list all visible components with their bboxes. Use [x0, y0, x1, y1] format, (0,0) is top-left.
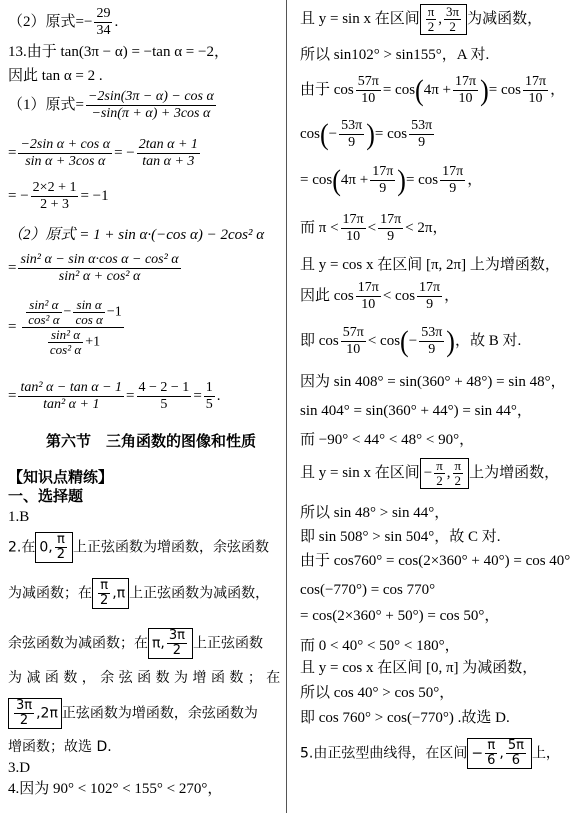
numerator: sin² α — [29, 297, 59, 312]
numerator: −2sin α + cos α — [20, 137, 111, 152]
fraction — [94, 6, 112, 39]
fraction — [506, 739, 526, 768]
text: − — [471, 745, 484, 762]
numerator: sin² α — [50, 327, 81, 342]
r-line-18: = cos(2×360° + 50°) = cos 50°， — [300, 608, 500, 624]
fraction — [26, 298, 61, 327]
fraction — [453, 459, 464, 488]
section-title: 第六节 三角函数的图像和性质 — [46, 432, 257, 450]
text: < 2π， — [405, 219, 448, 236]
numerator: 17π — [372, 164, 394, 179]
text: 因此 cos — [300, 287, 354, 304]
part-2-result — [8, 380, 221, 413]
numerator: 4 − 2 − 1 — [138, 380, 190, 395]
fraction — [485, 739, 497, 768]
text: = — [8, 387, 17, 404]
denominator: 9 — [378, 228, 403, 245]
fraction — [137, 137, 200, 170]
text: = − — [114, 144, 135, 161]
r-line-10: 因为 sin 408° = sin(360° + 48°) = sin 48°， — [300, 374, 566, 390]
denominator: 2 — [453, 473, 464, 488]
text: 由于 cos — [300, 81, 354, 98]
numerator: sin² α − sin α·cos α − cos² α — [20, 252, 179, 267]
r-line-15: 即 sin 508° > sin 504°，故 C 对. — [300, 529, 501, 545]
r-line-2: 所以 sin102° > sin155°，A 对. — [300, 47, 490, 63]
denominator: 2 — [444, 19, 461, 34]
paren-left: ( — [320, 117, 329, 151]
r-line-13 — [300, 458, 559, 489]
denominator: 2 — [167, 643, 187, 658]
paren-left: ( — [400, 324, 409, 358]
text: 5.由正弦型曲线得，在区间 — [300, 745, 468, 762]
text: = − — [8, 187, 29, 204]
denominator: 10 — [341, 228, 366, 245]
compound-numerator — [22, 298, 124, 327]
part-1-result — [8, 180, 109, 213]
answer-2-line-2 — [8, 578, 269, 609]
text: 且 y = sin x 在区间 — [300, 10, 420, 27]
fraction — [167, 629, 187, 658]
text: 即 cos — [300, 332, 339, 349]
text: . — [216, 387, 221, 404]
text: ， — [550, 81, 566, 98]
paren-left: ( — [332, 163, 341, 197]
text: 上， — [531, 745, 560, 762]
knowledge-heading: 【知识点精练】 — [8, 468, 114, 486]
numerator: 3π — [168, 628, 185, 643]
denominator: 9 — [339, 134, 364, 151]
r-line-5 — [300, 164, 482, 197]
text: = — [193, 387, 202, 404]
fraction — [426, 5, 437, 34]
fraction — [419, 325, 444, 358]
numerator: π — [454, 458, 462, 473]
compound-fraction — [22, 298, 124, 357]
numerator: 17π — [442, 164, 464, 179]
r-line-11: sin 404° = sin(360° + 44°) = sin 44°， — [300, 403, 532, 419]
r-line-6 — [300, 212, 447, 245]
numerator: 5π — [507, 738, 524, 753]
fraction — [18, 137, 112, 170]
text: 上为增函数， — [469, 464, 560, 481]
numerator: π — [487, 738, 496, 753]
fraction — [98, 579, 110, 608]
text: 且 y = sin x 在区间 — [300, 464, 420, 481]
text: ，故 B 对. — [454, 332, 522, 349]
problem-13-line: 13.由于 tan(3π − α) = −tan α = −2， — [8, 44, 229, 60]
r-line-23 — [300, 738, 560, 769]
text: 4π + — [423, 81, 452, 98]
denominator: 10 — [523, 90, 548, 107]
fraction — [370, 164, 395, 197]
denominator: tan α + 3 — [137, 153, 200, 170]
text: ， — [444, 287, 460, 304]
text: 为减函数， — [467, 10, 543, 27]
interval: − $\frac{\pi}{6}$ , $\frac{5\pi}{6}$ — [467, 738, 532, 769]
text: +1 — [85, 334, 101, 350]
numerator: 57π — [357, 74, 379, 89]
paren-left: ( — [415, 73, 424, 107]
fraction — [453, 74, 478, 107]
text: π, — [152, 635, 165, 652]
text: . — [114, 13, 119, 30]
denominator: 10 — [453, 90, 478, 107]
part-2-step-1 — [8, 252, 183, 285]
text: = cos — [382, 81, 416, 98]
fraction — [55, 533, 67, 562]
numerator: tan² α − tan α − 1 — [20, 380, 123, 395]
text: 4π + — [340, 171, 369, 188]
text: −1 — [106, 304, 122, 320]
denominator: 34 — [96, 23, 111, 38]
fraction — [356, 280, 381, 313]
denominator: 2 — [56, 547, 65, 562]
part-2-expression: （2）原式 = 1 + sin α·(−cos α) − 2cos² α — [8, 227, 265, 243]
paren-right: ) — [366, 117, 375, 151]
text: − — [423, 464, 433, 481]
answer-3: 3.D — [8, 760, 31, 776]
text: = cos — [374, 125, 408, 142]
denominator: 10 — [341, 341, 366, 358]
denominator: 6 — [487, 753, 496, 768]
numerator: 57π — [342, 325, 364, 340]
denominator: 5 — [137, 396, 192, 413]
text: 上正弦函数为减函数， — [129, 585, 270, 602]
text: 为减函数；在 — [8, 585, 92, 602]
r-line-3 — [300, 74, 565, 107]
column-divider — [286, 0, 287, 813]
denominator: 9 — [419, 341, 444, 358]
denominator: −sin(π + α) + 3cos α — [86, 105, 216, 122]
fraction — [73, 298, 104, 327]
answer-2-line-3 — [8, 628, 263, 659]
text: 上正弦函数为增函数，余弦函数 — [73, 539, 269, 556]
paren-right: ) — [480, 73, 489, 107]
fraction — [341, 212, 366, 245]
answer-2-line-4: 为 减 函 数 ， 余 弦 函 数 为 增 函 数 ； 在 — [8, 670, 281, 686]
denominator: 10 — [356, 296, 381, 313]
denominator: 6 — [506, 753, 526, 768]
fraction — [378, 212, 403, 245]
answer-2-line-6: 增函数；故选 D. — [8, 739, 112, 755]
r-line-14: 所以 sin 48° > sin 44°， — [300, 505, 450, 521]
numerator: 17π — [455, 74, 477, 89]
fraction — [440, 164, 465, 197]
denominator: 2 + 3 — [31, 196, 79, 213]
numerator: π — [100, 578, 109, 593]
left-column — [8, 0, 280, 813]
interval — [35, 532, 73, 563]
fraction — [339, 118, 364, 151]
text: − — [408, 332, 418, 349]
numerator: 29 — [96, 6, 111, 21]
numerator: sin α — [76, 297, 102, 312]
text: 而 π < — [300, 219, 339, 236]
part-2-step-2 — [8, 298, 126, 357]
interval: − $\frac{\pi}{2}$ , $\frac{\pi}{2}$ — [420, 458, 469, 489]
r-line-21: 所以 cos 40° > cos 50°， — [300, 685, 455, 701]
r-line-20: 且 y = cos x 在区间 [0, π] 为减函数， — [300, 660, 538, 676]
numerator: 17π — [342, 212, 364, 227]
text: = — [8, 144, 17, 161]
r-line-8 — [300, 280, 459, 313]
r-line-17: cos(−770°) = cos 770° — [300, 582, 436, 598]
numerator: 3π — [446, 4, 460, 19]
interval: $\frac{\pi}{2}$ , $\frac{3\pi}{2}$ — [420, 4, 467, 35]
answer-1: 1.B — [8, 509, 30, 525]
r-line-1 — [300, 4, 542, 35]
numerator: 17π — [357, 280, 379, 295]
denominator: sin α + 3cos α — [18, 153, 112, 170]
numerator: 17π — [524, 74, 547, 89]
text: − — [63, 304, 72, 320]
text: = — [126, 387, 135, 404]
fraction — [417, 280, 442, 313]
fraction — [523, 74, 548, 107]
text: 正弦函数为增函数，余弦函数为 — [61, 705, 258, 722]
fraction — [86, 89, 216, 122]
text: − — [83, 13, 93, 30]
text: = −1 — [80, 187, 109, 204]
numerator: π — [427, 4, 435, 19]
r-line-7: 且 y = cos x 在区间 [π, 2π] 上为增函数， — [300, 257, 560, 273]
numerator: 17π — [419, 280, 441, 295]
numerator: 2×2 + 1 — [32, 180, 77, 195]
numerator: π — [436, 458, 443, 473]
denominator: cos² α — [28, 312, 60, 327]
paren-right: ) — [446, 324, 455, 358]
denominator: 9 — [440, 180, 465, 197]
text: = cos — [300, 171, 333, 188]
denominator: 2 — [100, 593, 109, 608]
numerator: −2sin(3π − α) − cos α — [87, 89, 214, 104]
denominator: 2 — [14, 713, 34, 728]
fraction — [18, 380, 124, 413]
text: = cos — [405, 171, 439, 188]
fraction — [434, 459, 445, 488]
text: 0, — [39, 539, 53, 556]
r-line-4 — [300, 118, 436, 151]
compound-denominator — [22, 327, 124, 357]
text: ,2π — [36, 705, 58, 722]
text: = cos — [488, 81, 521, 98]
r-line-16: 由于 cos760° = cos(2×360° + 40°) = cos 40° — [300, 553, 571, 569]
text: < — [367, 219, 377, 236]
paren-right: ) — [397, 163, 406, 197]
text: （2）原式= — [8, 13, 84, 30]
denominator: 9 — [370, 180, 395, 197]
right-column — [300, 0, 574, 813]
text: < cos — [367, 332, 401, 349]
text: 上正弦函数 — [193, 635, 263, 652]
interval — [92, 578, 129, 609]
fraction — [341, 325, 366, 358]
fraction — [14, 699, 34, 728]
text: − — [328, 125, 338, 142]
denominator: sin² α + cos² α — [18, 268, 180, 285]
text: 余弦函数为减函数；在 — [8, 635, 148, 652]
answer-4: 4.因为 90° < 102° < 155° < 270°， — [8, 781, 223, 797]
denominator: 9 — [417, 296, 442, 313]
fraction — [137, 380, 192, 413]
r-line-9 — [300, 325, 521, 358]
fraction — [48, 328, 83, 357]
denominator: 9 — [409, 134, 434, 151]
denominator: 2 — [434, 473, 445, 488]
denominator: cos² α — [49, 342, 82, 357]
r-line-19: 而 0 < 40° < 50° < 180°， — [300, 638, 460, 654]
fraction — [409, 118, 434, 151]
denominator: 10 — [356, 90, 381, 107]
fraction — [204, 380, 215, 413]
text: ,π — [112, 585, 126, 602]
text: = — [8, 318, 17, 335]
answer-2-line-1 — [8, 532, 269, 563]
text: < cos — [382, 287, 416, 304]
text: cos — [300, 125, 320, 142]
fraction — [31, 180, 79, 213]
text: （1）原式= — [8, 96, 84, 113]
numerator: 3π — [16, 698, 33, 713]
numerator: 1 — [205, 380, 213, 395]
text: 2.在 — [8, 539, 36, 556]
line-2-result — [8, 6, 118, 39]
numerator: 2tan α + 1 — [138, 137, 198, 152]
tan-result: 因此 tan α = 2 . — [8, 68, 103, 84]
answer-2-line-5 — [8, 698, 258, 729]
part-1-step — [8, 137, 202, 170]
numerator: 53π — [411, 118, 433, 133]
text: = — [8, 259, 17, 276]
denominator: 5 — [205, 397, 213, 412]
numerator: 53π — [421, 325, 443, 340]
numerator: π — [56, 532, 65, 547]
fraction — [18, 252, 180, 285]
numerator: 17π — [380, 212, 402, 227]
denominator: 2 — [426, 19, 437, 34]
text: ， — [467, 171, 483, 188]
fraction — [444, 5, 461, 34]
denominator: cos α — [75, 312, 103, 327]
r-line-12: 而 −90° < 44° < 48° < 90°， — [300, 432, 475, 448]
part-1-expression — [8, 89, 218, 122]
part-heading: 一、选择题 — [8, 487, 84, 505]
fraction — [356, 74, 381, 107]
numerator: 53π — [341, 118, 363, 133]
denominator: tan² α + 1 — [18, 396, 124, 413]
r-line-22: 即 cos 760° > cos(−770°) .故选 D. — [300, 710, 510, 726]
interval — [8, 698, 62, 729]
interval — [148, 628, 193, 659]
